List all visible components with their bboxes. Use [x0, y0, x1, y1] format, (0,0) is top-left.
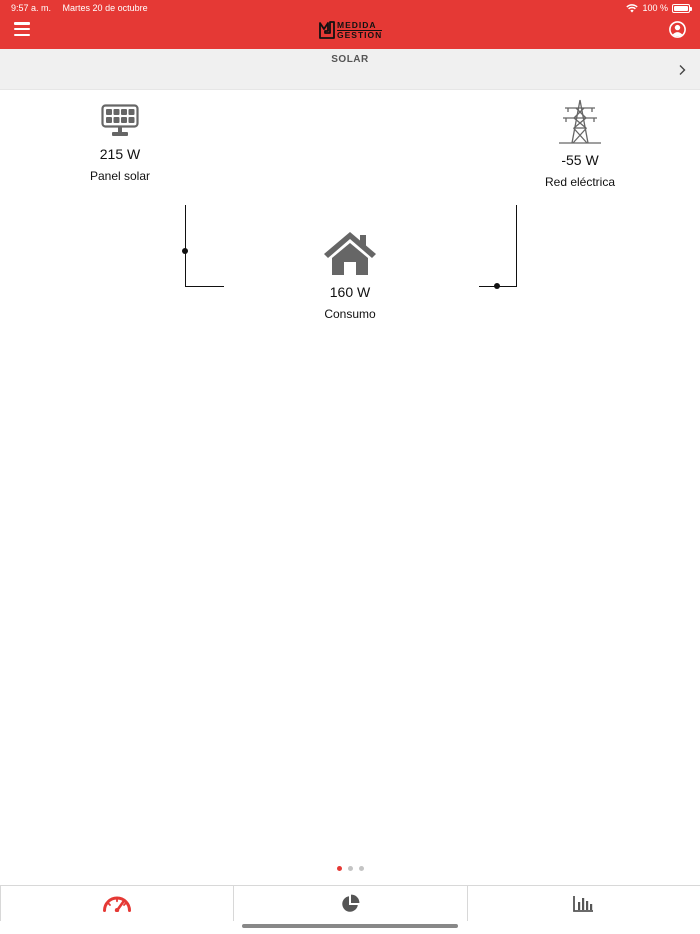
- solar-power-value: 215 W: [99, 146, 141, 162]
- status-time: 9:57 a. m.: [11, 3, 52, 13]
- battery-percent: 100 %: [642, 3, 668, 13]
- chevron-right-icon[interactable]: [677, 64, 687, 76]
- grid-node: [510, 98, 650, 189]
- hamburger-icon-bar: [14, 34, 30, 37]
- hamburger-icon-bar: [14, 22, 30, 25]
- grid-label: Red eléctrica: [544, 175, 616, 189]
- home-power-value: 160 W: [329, 284, 371, 300]
- grid-power-value: -55 W: [561, 152, 599, 168]
- app-logo: [319, 20, 382, 40]
- house-icon: [323, 230, 377, 276]
- tab-distribution[interactable]: [234, 886, 467, 921]
- app-header: [0, 0, 700, 49]
- solar-label: Panel solar: [89, 169, 151, 183]
- power-tower-icon: [557, 98, 603, 144]
- pie-chart-icon: [341, 894, 360, 913]
- menu-button[interactable]: [14, 22, 30, 36]
- battery-icon: [672, 4, 690, 13]
- hamburger-icon-bar: [14, 28, 30, 31]
- home-label: Consumo: [324, 307, 376, 321]
- grid-flow-line-vertical: [516, 205, 517, 286]
- bottom-tab-bar: [0, 885, 700, 921]
- status-bar-right: [626, 3, 690, 13]
- page-dot[interactable]: [359, 866, 364, 871]
- tab-realtime[interactable]: [0, 886, 234, 921]
- tab-history[interactable]: [468, 886, 700, 921]
- bar-chart-icon: [573, 895, 594, 912]
- page-dot[interactable]: [348, 866, 353, 871]
- logo-text-line2: GESTION: [337, 29, 383, 40]
- solar-flow-dot: [182, 248, 188, 254]
- solar-flow-line-horizontal: [185, 286, 224, 287]
- solar-node: [50, 104, 190, 183]
- solar-panel-icon: [101, 104, 139, 138]
- logo-mark-icon: [319, 21, 335, 39]
- wifi-icon: [626, 4, 638, 13]
- logo-text-line1: MEDIDA: [337, 19, 377, 30]
- home-node: [280, 230, 420, 321]
- gauge-icon: [102, 895, 132, 912]
- user-account-icon[interactable]: [669, 21, 686, 38]
- home-indicator: [242, 924, 458, 928]
- section-title: SOLAR: [331, 54, 369, 65]
- status-bar-left: [11, 3, 148, 13]
- solar-flow-line-vertical: [185, 205, 186, 286]
- grid-flow-dot: [494, 283, 500, 289]
- status-date: Martes 20 de octubre: [62, 3, 148, 13]
- page-indicator: [0, 866, 700, 871]
- page-dot-active[interactable]: [337, 866, 342, 871]
- section-navigation: [0, 49, 700, 90]
